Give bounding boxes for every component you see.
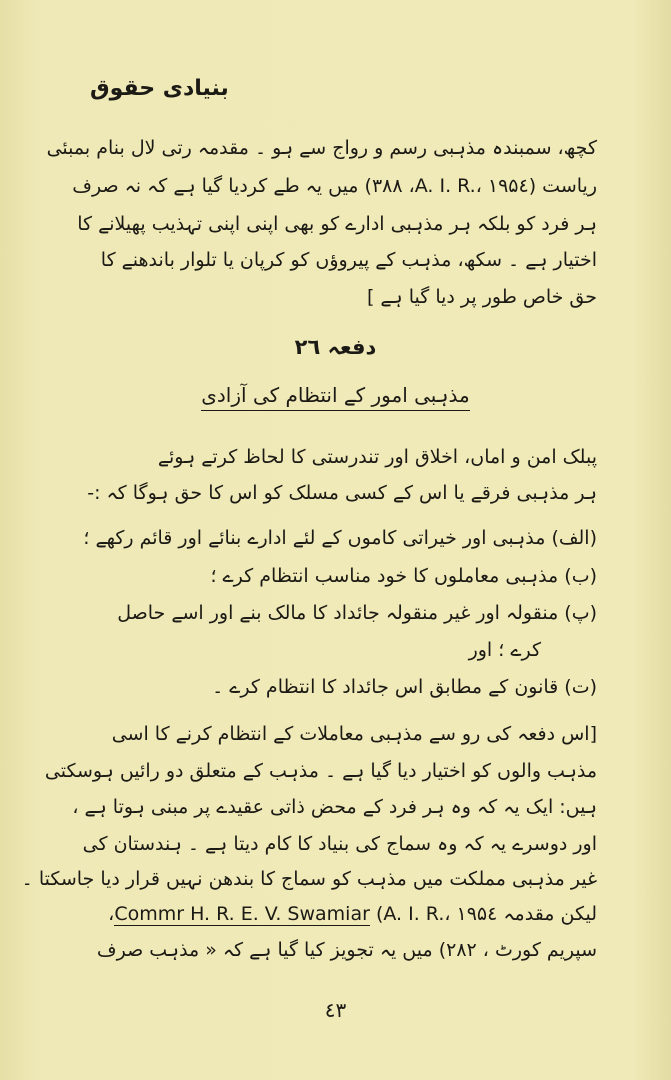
section-subtitle (0, 380, 671, 410)
para1-line-1: کچھ، سمبندہ مذہبی رسم و رواج سے ہو ۔ مقدمہ رتی لال بنام بمبئی (46, 137, 597, 159)
para3-line-6 (108, 899, 597, 929)
para3-line6-post: (A. I. R.، ۱۹۵٤، (108, 903, 498, 925)
running-header: بنیادی حقوق (90, 76, 229, 101)
para1-line-4: اختیار ہے ۔ سکھ، مذہب کے پیروؤں کو کرپان یا تلوار باندھنے کا (100, 249, 597, 271)
para1-line-2: ریاست (A. I. R.، ۱۹۵٤، ۳۸۸) میں یہ طے کردیا گیا ہے کہ نہ صرف (72, 175, 597, 197)
clause-te: (ت) قانون کے مطابق اس جائداد کا انتظام کرے ۔ (212, 676, 597, 698)
case-name-english: Commr H. R. E. V. Swamiar (114, 903, 370, 925)
para3-line-7: سپریم کورٹ ، ۲۸۲) میں یہ تجویز کیا گیا ہے کہ « مذہب صرف (96, 939, 597, 961)
para3-line6-pre: لیکن مقدمہ (503, 903, 597, 925)
clause-pe: (پ) منقولہ اور غیر منقولہ جائداد کا مالک بنے اور اسے حاصل (117, 602, 597, 624)
clause-alif: (الف) مذہبی اور خیراتی کاموں کے لئے ادارے بنائے اور قائم رکھے ؛ (83, 527, 597, 549)
para2-line-1: پبلک امن و اماں، اخلاق اور تندرستی کا لحاظ کرتے ہوئے (157, 446, 597, 468)
para3-line-1: [اس دفعہ کی رو سے مذہبی معاملات کے انتظام کرنے کا اسی (111, 723, 597, 745)
para3-line-5: غیر مذہبی مملکت میں مذہب کو سماج کا بندھن نہیں قرار دیا جاسکتا ۔ (21, 868, 597, 890)
para1-line-3: ہر فرد کو بلکہ ہر مذہبی ادارے کو بھی اپنی اپنی تہذیب پھیلانے کا (77, 213, 597, 235)
page-number: ٤۳ (324, 998, 347, 1022)
clause-be: (ب) مذہبی معاملوں کا خود مناسب انتظام کرے ؛ (210, 565, 597, 587)
para3-line-3: ہیں: ایک یہ کہ وہ ہر فرد کے محض ذاتی عقیدے پر مبنی ہوتا ہے ، (72, 796, 597, 818)
section-title: دفعہ ۲٦ (294, 335, 377, 359)
para2-line-2: ہر مذہبی فرقے یا اس کے کسی مسلک کو اس کا حق ہوگا کہ :- (87, 482, 597, 504)
section-subtitle-text: مذہبی امور کے انتظام کی آزادی (201, 383, 470, 411)
para3-line-4: اور دوسرے یہ کہ وہ سماج کی بنیاد کا کام دیتا ہے ۔ ہندستان کی (82, 833, 597, 855)
para1-line-5: حق خاص طور پر دیا گیا ہے ] (366, 286, 597, 308)
para3-line-2: مذہب والوں کو اختیار دیا گیا ہے ۔ مذہب کے متعلق دو رائیں ہوسکتی (44, 760, 597, 782)
clause-pe-continued: کرے ؛ اور (468, 639, 541, 661)
